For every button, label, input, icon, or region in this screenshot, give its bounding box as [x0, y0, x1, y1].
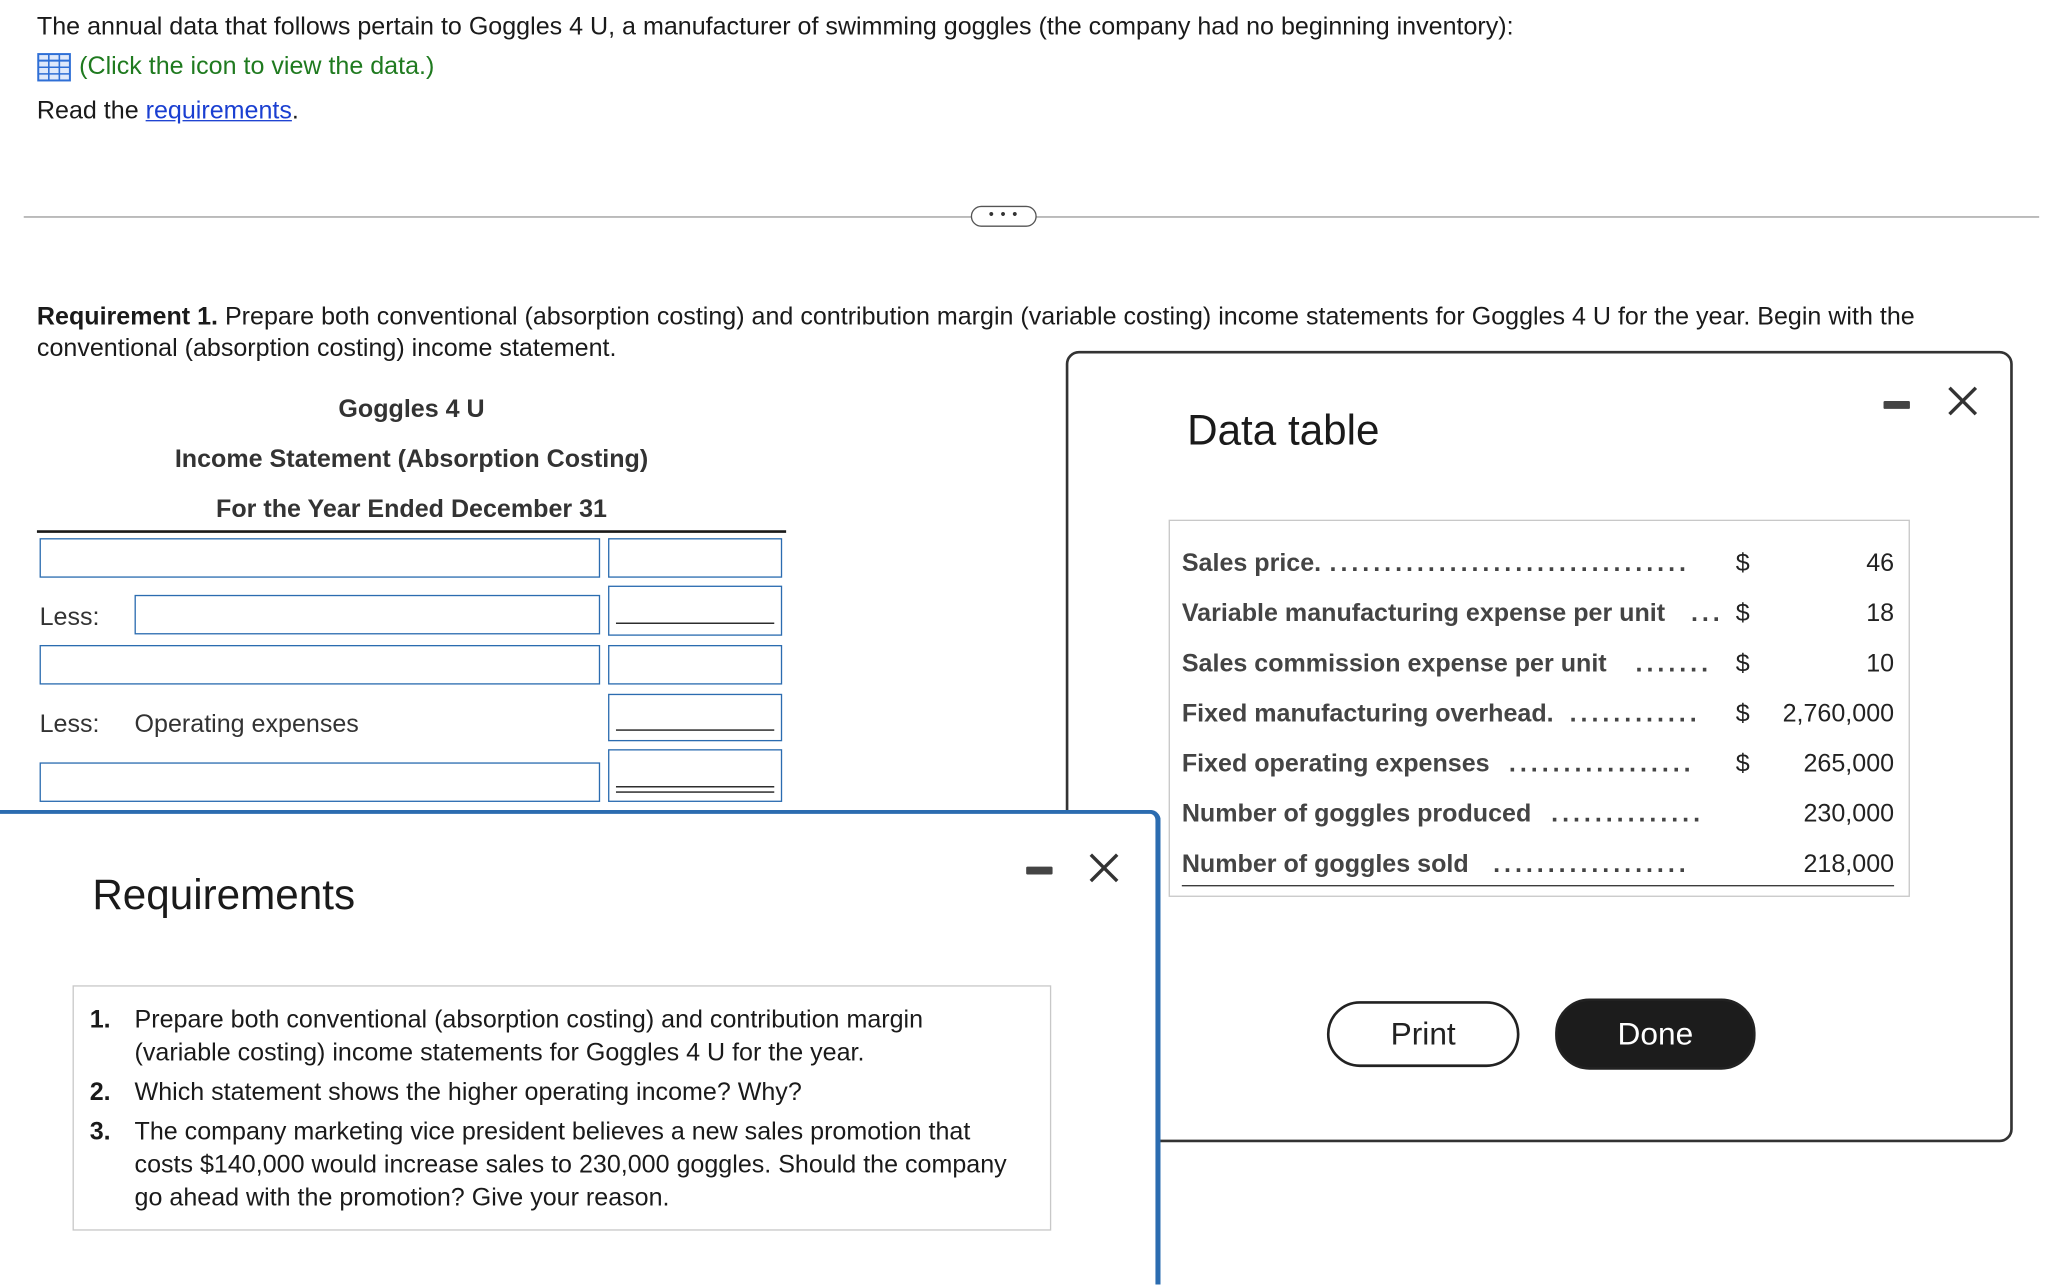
data-row-currency: $ [1735, 550, 1750, 578]
data-row-value: 46 [1866, 550, 1895, 578]
data-row [1182, 590, 1894, 640]
requirements-link[interactable]: requirements [145, 97, 292, 126]
requirement-number: 1. [89, 1006, 111, 1035]
leader-dots: .................. [1493, 850, 1690, 879]
double-underline-bottom [616, 791, 774, 793]
data-row [1182, 640, 1894, 690]
line-5-amount-input[interactable] [608, 749, 782, 802]
data-row-label: Fixed operating expenses [1181, 750, 1490, 779]
requirement-1-body: Prepare both conventional (absorption costing) and contribution margin (variable costing) income statements for Goggles 4 U for the year. Begin with the conventional (absorption costing) income statement. [36, 303, 1915, 363]
statement-title: Income Statement (Absorption Costing) [174, 445, 649, 474]
less-label-1: Less: [39, 604, 100, 632]
underline [616, 622, 774, 624]
requirement-item [90, 1004, 1013, 1070]
requirement-number: 2. [89, 1078, 111, 1107]
header-rule [37, 530, 786, 533]
leader-dots: ... [1690, 600, 1724, 628]
data-table-title: Data table [1187, 406, 1380, 454]
table-grid-icon[interactable] [37, 53, 71, 82]
data-row-value: 10 [1866, 650, 1895, 678]
requirement-text: Which statement shows the higher operating income? Why? [134, 1078, 802, 1107]
view-data-link[interactable]: (Click the icon to view the data.) [79, 52, 435, 81]
data-row-value: 265,000 [1803, 750, 1895, 779]
data-row-currency: $ [1735, 600, 1750, 628]
data-row-label: Sales price. [1181, 550, 1322, 578]
expand-more-button[interactable]: • • • [971, 206, 1037, 227]
operating-expenses-label: Operating expenses [134, 710, 359, 739]
data-row [1182, 690, 1894, 740]
data-row-label: Variable manufacturing expense per unit [1181, 600, 1666, 628]
requirement-item [90, 1116, 1013, 1215]
line-3-amount-input[interactable] [608, 645, 782, 685]
leader-dots: ....... [1635, 650, 1713, 678]
statement-period: For the Year Ended December 31 [216, 495, 607, 524]
requirement-item [90, 1076, 1013, 1109]
statement-company: Goggles 4 U [338, 395, 485, 424]
requirement-number: 3. [89, 1118, 111, 1147]
requirement-1-label: Requirement 1. [36, 303, 218, 332]
data-row [1182, 539, 1894, 589]
read-prefix: Read the [36, 97, 146, 126]
read-requirements-line [37, 98, 299, 127]
leader-dots: ................. [1508, 750, 1695, 779]
operating-expenses-amount-input[interactable] [608, 694, 782, 741]
data-row-currency: $ [1735, 750, 1750, 779]
data-row-currency: $ [1735, 700, 1750, 729]
line-5-label-input[interactable] [40, 762, 601, 802]
data-row-value: 218,000 [1803, 850, 1895, 879]
line-3-label-input[interactable] [40, 645, 601, 685]
data-row-label: Sales commission expense per unit [1181, 650, 1607, 678]
minimize-icon[interactable] [1884, 401, 1910, 409]
close-icon[interactable] [1086, 849, 1123, 886]
data-row-label: Number of goggles produced [1181, 800, 1532, 829]
minimize-icon[interactable] [1026, 867, 1052, 875]
less-label-2: Less: [39, 710, 100, 739]
line-1-label-input[interactable] [40, 538, 601, 578]
leader-dots: ................................. [1329, 550, 1690, 578]
data-row [1182, 790, 1894, 840]
read-suffix: . [291, 97, 299, 126]
requirements-title: Requirements [92, 870, 356, 919]
underline [616, 729, 774, 731]
leader-dots: .............. [1551, 800, 1705, 829]
line-2-label-input[interactable] [135, 595, 601, 635]
requirement-text: Prepare both conventional (absorption costing) and contribution margin (variable costing) income statements for Goggles 4 U for the year. [134, 1006, 924, 1068]
leader-dots: ............ [1569, 700, 1701, 729]
double-underline-top [616, 785, 774, 787]
data-row-value: 230,000 [1803, 800, 1895, 829]
intro-text: The annual data that follows pertain to Goggles 4 U, a manufacturer of swimming goggles (the company had no beginning inventory): [36, 13, 1514, 41]
data-row-label: Number of goggles sold [1181, 850, 1469, 879]
line-1-amount-input[interactable] [608, 538, 782, 578]
print-button[interactable]: Print [1327, 1001, 1520, 1067]
line-2-amount-input[interactable] [608, 586, 782, 636]
data-row-currency: $ [1735, 650, 1750, 678]
close-icon[interactable] [1944, 383, 1981, 420]
data-row-value: 18 [1866, 600, 1895, 628]
data-row-value: 2,760,000 [1782, 700, 1895, 729]
data-row [1182, 840, 1894, 886]
data-row-label: Fixed manufacturing overhead. [1181, 700, 1554, 729]
data-row [1182, 740, 1894, 790]
data-link-row[interactable] [37, 53, 434, 82]
done-button[interactable]: Done [1555, 998, 1755, 1069]
requirement-text: The company marketing vice president believes a new sales promotion that costs $140,000 would increase sales to 230,000 goggles. Should the company go ahead with the promotion? Give your reason. [134, 1118, 1007, 1213]
